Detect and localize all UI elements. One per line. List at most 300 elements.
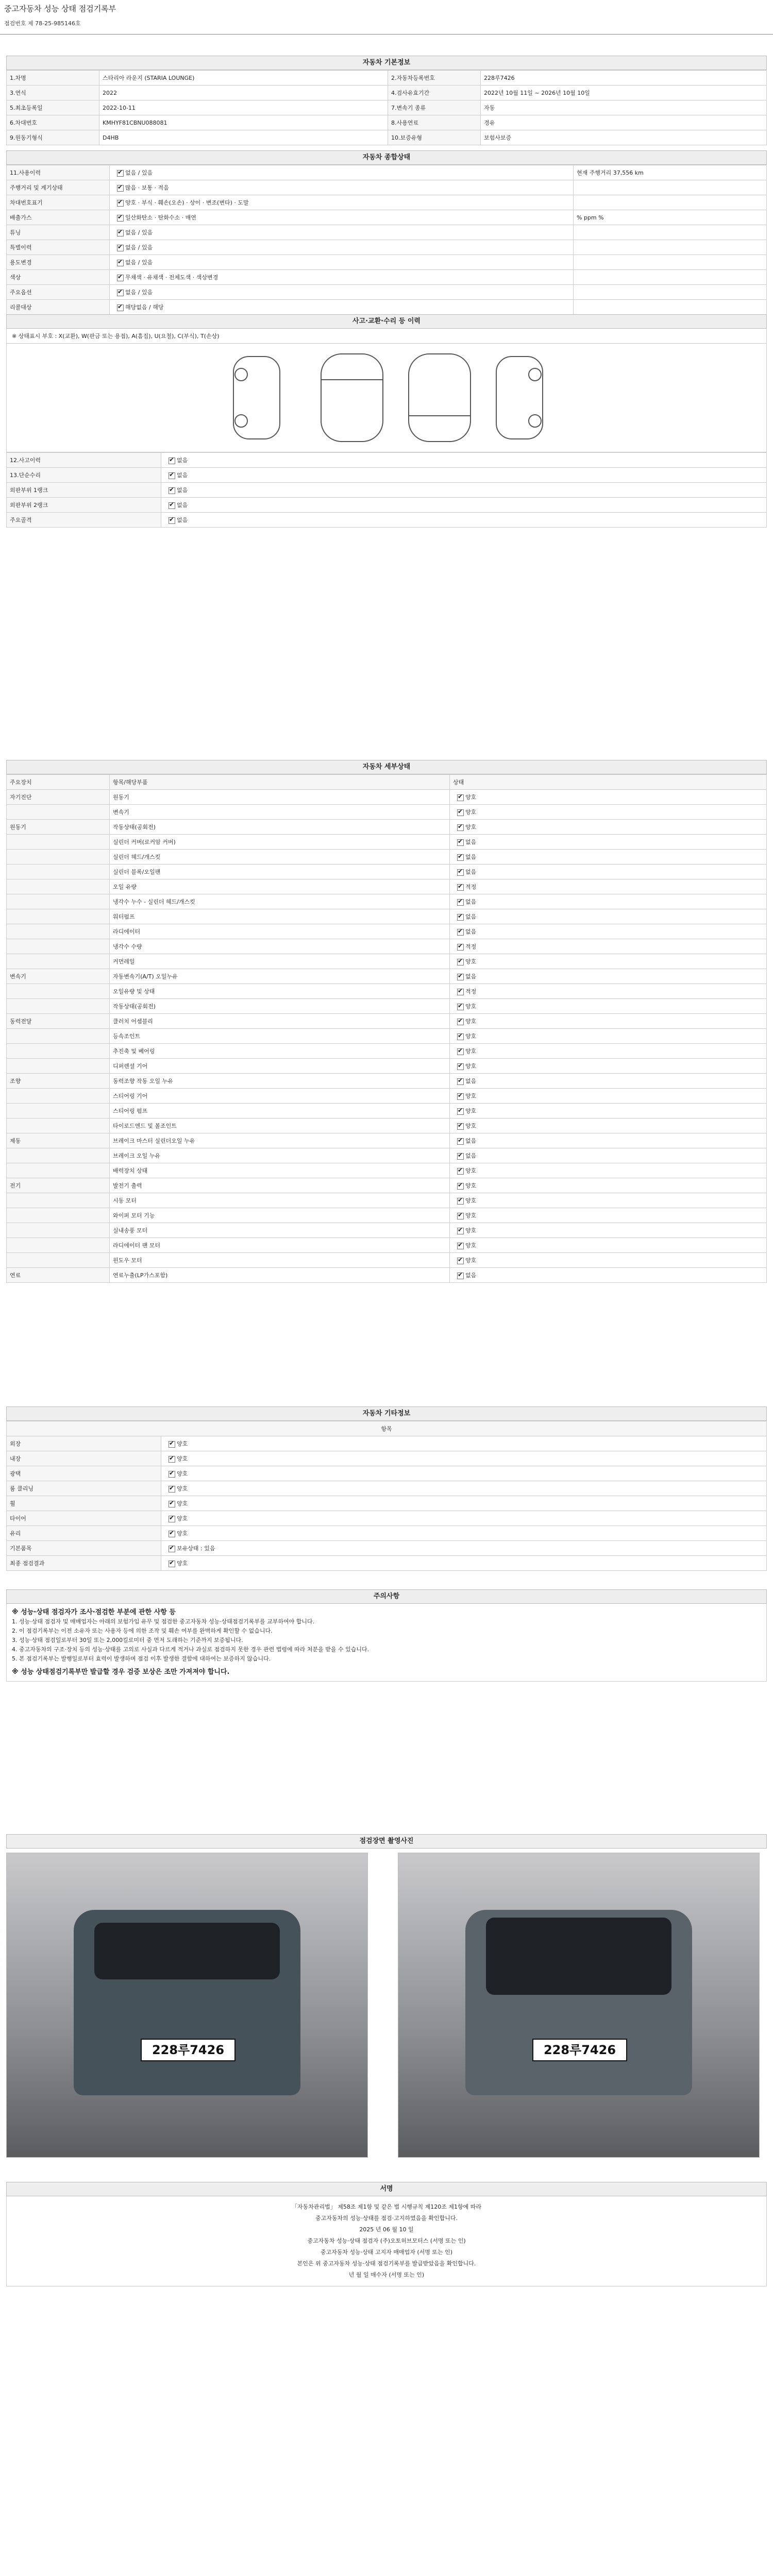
accident-label: 외판부위 1랭크: [7, 483, 161, 498]
basic-label-2: 4.검사유효기간: [388, 86, 481, 100]
basic-value: D4HB: [99, 130, 388, 145]
detail-row: [7, 879, 767, 894]
signature-line: 2025 년 06 월 10 일: [359, 2226, 414, 2233]
detail-status: [450, 939, 767, 954]
detail-status: [450, 1044, 767, 1059]
detail-row: [7, 1133, 767, 1148]
detail-group: [7, 999, 110, 1014]
accident-section: [6, 314, 767, 528]
other-label: 내장: [7, 1451, 161, 1466]
detail-status-text: 양호: [465, 824, 477, 831]
detail-group: [7, 1059, 110, 1074]
basic-value-2: 자동: [481, 100, 767, 115]
section-title: 자동차 종합상태: [6, 150, 767, 165]
other-row: [7, 1481, 767, 1496]
checkbox: [457, 1048, 464, 1055]
checkbox: [457, 1168, 464, 1175]
signature-section: [6, 2182, 767, 2286]
detail-item: 스티어링 기어: [110, 1089, 450, 1104]
detail-group: [7, 1148, 110, 1163]
other-row: [7, 1526, 767, 1541]
detail-group: [7, 1208, 110, 1223]
detail-status-text: 양호: [465, 1048, 477, 1055]
detail-group: [7, 939, 110, 954]
accident-row: [7, 468, 767, 483]
accident-value: [161, 468, 767, 483]
detail-group: [7, 1104, 110, 1118]
basic-value: 2022-10-11: [99, 100, 388, 115]
detail-item: 실린더 커버(로커암 커버): [110, 835, 450, 850]
detail-row: [7, 1059, 767, 1074]
comp-value-text: 없음 / 있음: [125, 170, 153, 176]
detail-item: 실린더 헤드/개스킷: [110, 850, 450, 865]
detail-row: [7, 969, 767, 984]
detail-status: [450, 954, 767, 969]
front-plate: 228루7426: [141, 2039, 236, 2061]
detail-status-text: 적정: [465, 988, 477, 995]
detail-status: [450, 1178, 767, 1193]
detail-status-text: 없음: [465, 1078, 477, 1084]
comp-value-text: 많음 · 보통 · 적음: [125, 184, 169, 191]
comp-label: 11.사용이력: [7, 165, 110, 180]
accident-label: 12.사고이력: [7, 453, 161, 468]
comp-row: [7, 300, 767, 315]
car-outline-diagram: [7, 344, 766, 452]
checkbox: [457, 944, 464, 951]
accident-label: 주요골격: [7, 513, 161, 528]
photos-section: [6, 1834, 767, 2169]
basic-label: 9.원동기형식: [7, 130, 99, 145]
comp-label: 주행거리 및 계기상태: [7, 180, 110, 195]
detail-group: [7, 1089, 110, 1104]
comprehensive-table: [6, 165, 767, 315]
detail-item: 냉각수 수량: [110, 939, 450, 954]
detail-status: [450, 835, 767, 850]
detail-status-text: 적정: [465, 943, 477, 950]
checkbox: [457, 1228, 464, 1234]
detail-group: [7, 865, 110, 879]
detail-row: [7, 909, 767, 924]
detail-status-text: 양호: [465, 1003, 477, 1010]
detail-group: [7, 879, 110, 894]
detail-row: [7, 1089, 767, 1104]
comp-row: [7, 225, 767, 240]
detail-status-text: 없음: [465, 839, 477, 845]
checkbox: [117, 290, 124, 296]
comp-note: [574, 285, 767, 300]
notice-line: 1. 성능·상태 점검자 및 매매업자는 아래의 보험가입 유무 및 점검한 중고자동차 성능·상태점검기록부를 교부하여야 합니다.: [12, 1618, 315, 1625]
notice-line: 2. 이 점검기록부는 이전 소유자 또는 사용자 등에 의한 조작 및 훼손 여부를 완벽하게 확인할 수 없습니다.: [12, 1628, 273, 1634]
other-value-text: 양호: [177, 1500, 188, 1507]
comp-value: [110, 165, 574, 180]
detail-item: 윈도우 모터: [110, 1253, 450, 1268]
detail-status: [450, 1193, 767, 1208]
checkbox: [457, 1153, 464, 1160]
basic-value-2: 경유: [481, 115, 767, 130]
detail-group: [7, 894, 110, 909]
accident-value-text: 없음: [177, 457, 188, 464]
comp-value-text: 없음 / 있음: [125, 244, 153, 251]
detail-item: 커먼레일: [110, 954, 450, 969]
checkbox: [169, 1486, 175, 1493]
basic-value: 2022: [99, 86, 388, 100]
comp-value: [110, 300, 574, 315]
detail-row: [7, 1178, 767, 1193]
detail-group: [7, 1044, 110, 1059]
vehicle-diagram: [6, 344, 767, 452]
other-value-text: 양호: [177, 1470, 188, 1477]
comp-row: [7, 240, 767, 255]
comp-value-text: 없음 / 있음: [125, 289, 153, 296]
checkbox: [457, 824, 464, 831]
detail-status: [450, 1223, 767, 1238]
front-photo: [6, 1853, 368, 2158]
accident-value: [161, 513, 767, 528]
basic-label-2: 8.사용연료: [388, 115, 481, 130]
section-title: 점검장면 촬영사진: [6, 1834, 767, 1849]
signature-line: 중고자동차의 성능·상태를 점검·고지하였음을 확인합니다.: [315, 2215, 458, 2222]
detail-status-text: 양호: [465, 958, 477, 965]
other-info-section: [6, 1406, 767, 1571]
detail-row: [7, 984, 767, 999]
detail-item: 실린더 블록/오일팬: [110, 865, 450, 879]
checkbox: [457, 1033, 464, 1040]
detail-status-text: 양호: [465, 1182, 477, 1189]
other-label: 타이어: [7, 1511, 161, 1526]
comp-value: [110, 255, 574, 270]
detail-row: [7, 790, 767, 805]
comp-note: [574, 240, 767, 255]
detail-status-text: 없음: [465, 899, 477, 905]
accident-value-text: 없음: [177, 472, 188, 479]
detail-status: [450, 850, 767, 865]
detail-row: [7, 1014, 767, 1029]
checkbox: [457, 914, 464, 921]
detail-item: 시동 모터: [110, 1193, 450, 1208]
checkbox: [169, 502, 175, 509]
detail-status: [450, 1029, 767, 1044]
checkbox: [457, 929, 464, 936]
comp-value: [110, 270, 574, 285]
other-value: [161, 1526, 767, 1541]
detail-group: [7, 924, 110, 939]
detail-row: [7, 954, 767, 969]
comp-label: 배출가스: [7, 210, 110, 225]
detail-item: 라디에이터: [110, 924, 450, 939]
detail-status-text: 양호: [465, 1227, 477, 1234]
detail-status-text: 양호: [465, 1242, 477, 1249]
other-label: 최종 점검결과: [7, 1556, 161, 1571]
detail-row: [7, 865, 767, 879]
comp-value-text: 해당없음 / 해당: [125, 304, 164, 311]
detail-item: 원동기: [110, 790, 450, 805]
detail-status: [450, 999, 767, 1014]
detail-status-text: 양호: [465, 1197, 477, 1204]
comp-row: [7, 285, 767, 300]
detail-item: 배력장치 상태: [110, 1163, 450, 1178]
basic-info-table: [6, 70, 767, 145]
checkbox: [457, 1198, 464, 1205]
checkbox: [169, 1501, 175, 1507]
checkbox: [117, 200, 124, 207]
comp-value-text: 없음 / 있음: [125, 259, 153, 266]
checkbox: [457, 839, 464, 846]
checkbox: [117, 245, 124, 251]
detail-item: 클러치 어셈블리: [110, 1014, 450, 1029]
comp-row: [7, 165, 767, 180]
notice-title: ※ 성능·상태 점검자가 조사·점검한 부분에 관한 사항 등: [12, 1608, 176, 1616]
comp-row: [7, 255, 767, 270]
other-value: [161, 1451, 767, 1466]
detail-group: [7, 984, 110, 999]
detail-item: 동력조향 작동 오일 누유: [110, 1074, 450, 1089]
detail-row: [7, 1193, 767, 1208]
signature-body: [6, 2196, 767, 2286]
comp-row: [7, 195, 767, 210]
detail-item: 오일 유량: [110, 879, 450, 894]
signature-line: 본인은 위 중고자동차 성능·상태 점검기록부를 발급받았음을 확인합니다.: [297, 2260, 476, 2267]
checkbox: [457, 1004, 464, 1010]
detail-group: [7, 909, 110, 924]
detail-item: 와이퍼 모터 기능: [110, 1208, 450, 1223]
detail-status: [450, 984, 767, 999]
checkbox: [169, 1456, 175, 1463]
basic-value-2: 2022년 10월 11일 ~ 2026년 10월 10일: [481, 86, 767, 100]
basic-value-2: 보험사보증: [481, 130, 767, 145]
detail-item: 추진축 및 베어링: [110, 1044, 450, 1059]
detail-group: [7, 805, 110, 820]
other-head: 항목: [7, 1421, 767, 1436]
detail-group: [7, 1163, 110, 1178]
detail-status: [450, 1133, 767, 1148]
comp-value-text: 없음 / 있음: [125, 229, 153, 236]
detail-status: [450, 969, 767, 984]
checkbox: [457, 1213, 464, 1219]
detail-status-text: 없음: [465, 1153, 477, 1159]
checkbox: [457, 869, 464, 876]
basic-label: 5.최초등록일: [7, 100, 99, 115]
detail-row: [7, 939, 767, 954]
other-value-text: 양호: [177, 1530, 188, 1537]
detail-group: 연료: [7, 1268, 110, 1283]
detail-status-text: 양호: [465, 1063, 477, 1070]
detail-group: [7, 1253, 110, 1268]
other-value-text: 보유상태 : 있음: [177, 1545, 215, 1552]
detail-status-text: 없음: [465, 973, 477, 980]
detail-item: 자동변속기(A/T) 오일누유: [110, 969, 450, 984]
detail-item: 발전기 출력: [110, 1178, 450, 1193]
other-value: [161, 1511, 767, 1526]
comp-note: [574, 195, 767, 210]
detail-item: 작동상태(공회전): [110, 999, 450, 1014]
notice-section: [6, 1589, 767, 1682]
detail-status: [450, 1253, 767, 1268]
basic-row: [7, 115, 767, 130]
checkbox: [169, 487, 175, 494]
checkbox: [457, 884, 464, 891]
detail-row: [7, 999, 767, 1014]
detail-group: 전기: [7, 1178, 110, 1193]
other-label: 유리: [7, 1526, 161, 1541]
basic-label: 6.차대번호: [7, 115, 99, 130]
checkbox: [457, 1123, 464, 1130]
detail-status: [450, 1089, 767, 1104]
other-value: [161, 1541, 767, 1556]
detail-status-text: 양호: [465, 1108, 477, 1114]
detail-item: 냉각수 누수 - 실린더 헤드/개스킷: [110, 894, 450, 909]
notice-line: 4. 중고자동차의 구조·장치 등의 성능·상태를 고의로 사실과 다르게 적거나 과실로 점검하지 못한 경우 관련 법령에 따라 처분을 받을 수 있습니다.: [12, 1646, 369, 1653]
basic-row: [7, 86, 767, 100]
detail-status: [450, 1059, 767, 1074]
comp-row: [7, 180, 767, 195]
accident-value: [161, 498, 767, 513]
detail-item: 브레이크 마스터 실린더오일 누유: [110, 1133, 450, 1148]
checkbox: [457, 854, 464, 861]
rear-photo: [398, 1853, 760, 2158]
accident-value: [161, 483, 767, 498]
detail-status-text: 양호: [465, 1212, 477, 1219]
comp-value-text: 일산화탄소 · 탄화수소 · 매연: [125, 214, 196, 221]
checkbox: [457, 1273, 464, 1279]
detail-status: [450, 1163, 767, 1178]
detail-row: [7, 1163, 767, 1178]
detail-status: [450, 805, 767, 820]
status-legend: ※ 상태표시 부호 : X(교환), W(판금 또는 용접), A(흠집), U(요철), C(부식), T(손상): [6, 329, 767, 344]
other-value-text: 양호: [177, 1485, 188, 1492]
checkbox: [457, 1258, 464, 1264]
accident-label: 13.단순수리: [7, 468, 161, 483]
other-value: [161, 1436, 767, 1451]
detail-row: [7, 805, 767, 820]
detail-row: [7, 924, 767, 939]
comp-note: 현재 주행거리 37,556 km: [574, 165, 767, 180]
detail-group: [7, 1238, 110, 1253]
detail-row: [7, 1253, 767, 1268]
comp-value-text: 무채색 · 유채색 · 전체도색 · 색상변경: [125, 274, 219, 281]
detail-status: [450, 1074, 767, 1089]
accident-value-text: 없음: [177, 502, 188, 509]
notice-body: [6, 1604, 767, 1682]
other-value: [161, 1496, 767, 1511]
comp-value: [110, 225, 574, 240]
comp-note: [574, 300, 767, 315]
detail-status-text: 양호: [465, 1033, 477, 1040]
checkbox: [117, 215, 124, 222]
checkbox: [117, 170, 124, 177]
detail-status-text: 양호: [465, 809, 477, 816]
rear-plate: 228루7426: [532, 2039, 627, 2061]
comp-note: % ppm %: [574, 210, 767, 225]
basic-value: 스타리아 라운지 (STARIA LOUNGE): [99, 71, 388, 86]
comp-row: [7, 210, 767, 225]
checkbox: [457, 989, 464, 995]
basic-value-2: 228루7426: [481, 71, 767, 86]
notice-line: 5. 본 점검기록부는 발행일로부터 효력이 발생하며 점검 이후 발생한 결함에 대하여는 보증하지 않습니다.: [12, 1655, 271, 1662]
detail-row: [7, 1104, 767, 1118]
other-value-text: 양호: [177, 1560, 188, 1567]
other-row: [7, 1436, 767, 1451]
accident-value-text: 없음: [177, 517, 188, 523]
checkbox: [457, 1108, 464, 1115]
comprehensive-section: [6, 150, 767, 315]
detail-status-text: 양호: [465, 1257, 477, 1264]
comp-value: [110, 195, 574, 210]
detail-table: [6, 774, 767, 1283]
detail-item: 연료누출(LP가스포함): [110, 1268, 450, 1283]
other-row: [7, 1556, 767, 1571]
detail-row: [7, 1268, 767, 1283]
detail-status-text: 양호: [465, 1123, 477, 1129]
checkbox: [457, 899, 464, 906]
detail-group: 제동: [7, 1133, 110, 1148]
detail-status: [450, 924, 767, 939]
signature-line: 년 월 일 매수자 (서명 또는 인): [348, 2272, 425, 2278]
basic-label-2: 2.자동차등록번호: [388, 71, 481, 86]
detail-status: [450, 879, 767, 894]
basic-row: [7, 130, 767, 145]
checkbox: [117, 304, 124, 311]
document-header: [0, 0, 773, 35]
detail-row: [7, 850, 767, 865]
detail-row: [7, 1223, 767, 1238]
checkbox: [457, 1243, 464, 1249]
other-row: [7, 1466, 767, 1481]
accident-table: [6, 452, 767, 528]
accident-row: [7, 498, 767, 513]
detail-item: 디퍼렌셜 기어: [110, 1059, 450, 1074]
detail-row: [7, 1074, 767, 1089]
detail-group: 조향: [7, 1074, 110, 1089]
comp-value-text: 양호 · 부식 · 훼손(오손) · 상이 · 변조(변타) · 도말: [125, 199, 249, 206]
detail-status-text: 양호: [465, 1018, 477, 1025]
checkbox: [457, 809, 464, 816]
checkbox: [117, 185, 124, 192]
detail-status: [450, 790, 767, 805]
detail-status-text: 없음: [465, 1138, 477, 1144]
inspection-number: 점검번호 제 78-25-985146호: [4, 20, 81, 27]
signature-line: 「자동차관리법」 제58조 제1항 및 같은 법 시행규칙 제120조 제1항에 따라: [291, 2204, 482, 2210]
detail-section: [6, 760, 767, 1283]
other-value-text: 양호: [177, 1455, 188, 1462]
other-value: [161, 1556, 767, 1571]
detail-status-text: 없음: [465, 913, 477, 920]
detail-group: [7, 1223, 110, 1238]
comp-label: 특별이력: [7, 240, 110, 255]
detail-item: 워터펌프: [110, 909, 450, 924]
checkbox: [169, 1441, 175, 1448]
accident-label: 외판부위 2랭크: [7, 498, 161, 513]
comp-value: [110, 210, 574, 225]
detail-item: 등속조인트: [110, 1029, 450, 1044]
detail-group: 동력전달: [7, 1014, 110, 1029]
basic-label-2: 7.변속기 종류: [388, 100, 481, 115]
other-label: 외장: [7, 1436, 161, 1451]
comp-value: [110, 240, 574, 255]
detail-group: [7, 1029, 110, 1044]
detail-status-text: 없음: [465, 1272, 477, 1279]
section-title: 주의사항: [6, 1589, 767, 1604]
detail-head-item: 항목/해당부품: [110, 775, 450, 790]
detail-status: [450, 1014, 767, 1029]
detail-item: 작동상태(공회전): [110, 820, 450, 835]
comp-label: 색상: [7, 270, 110, 285]
detail-status: [450, 865, 767, 879]
detail-row: [7, 1044, 767, 1059]
checkbox: [457, 1063, 464, 1070]
comp-row: [7, 270, 767, 285]
detail-row: [7, 1148, 767, 1163]
checkbox: [457, 1093, 464, 1100]
